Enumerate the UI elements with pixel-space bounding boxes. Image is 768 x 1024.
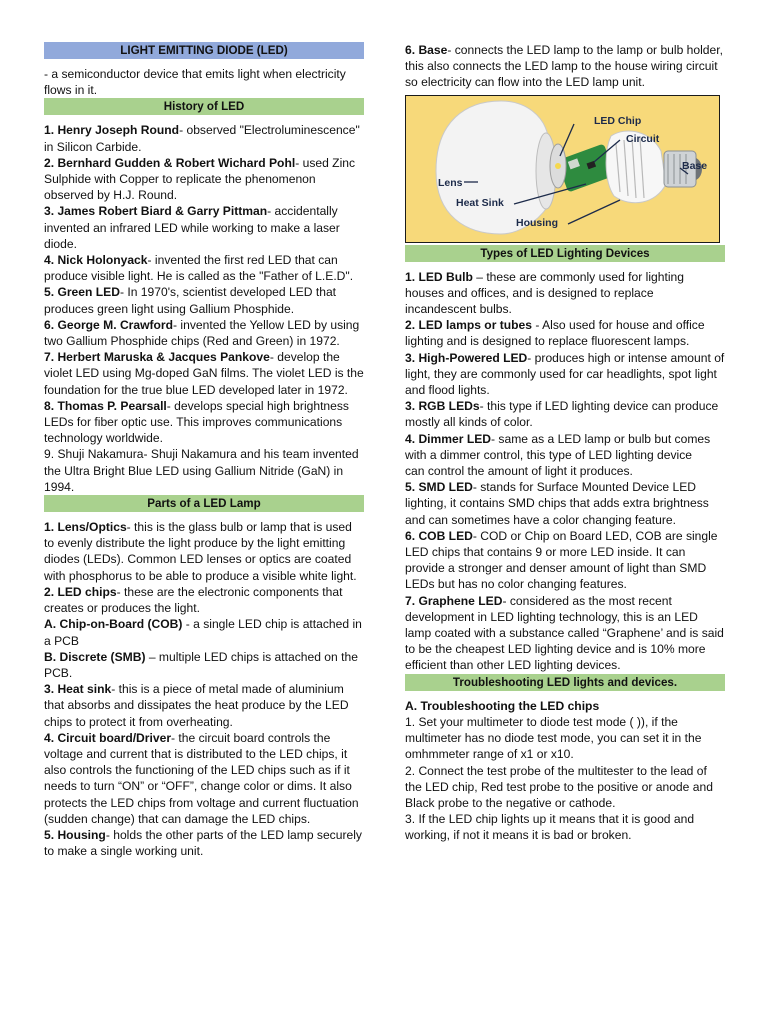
history-item: 8. Thomas P. Pearsall- develops special high brightness LEDs for fiber optic use. This improves communications technology worldwide. [44, 398, 349, 446]
parts-item: A. Chip-on-Board (COB) - a single LED chip is attached in a PCB [44, 617, 362, 648]
history-item: 7. Herbert Maruska & Jacques Pankove- develop the violet LED using Mg-doped GaN films. The violet LED is the foundation for the true blue LED developed later in 1972. [44, 350, 364, 397]
document-title: LIGHT EMITTING DIODE (LED) [44, 42, 364, 59]
types-item: 7. Graphene LED- considered as the most recent development in LED lighting technology, this is an LED lamp coated with a substance called “Graphene’ and is said to be the cheapest LED lighting device and is 10% more efficient than other LED lighting devices. [405, 593, 724, 673]
led-bulb-diagram [405, 95, 720, 243]
history-heading: History of LED [44, 98, 364, 115]
types-item: 1. LED Bulb – these are commonly used for lighting houses and offices, and is designed to replace incandescent bulbs. [405, 269, 684, 317]
history-item: 4. Nick Holonyack- invented the first red LED that can produce visible light. He is called as the "Father of L.E.D". [44, 253, 354, 284]
history-item: 3. James Robert Biard & Garry Pittman- accidentally invented an infrared LED while working to make a laser diode. [44, 204, 340, 251]
label-base: Base [682, 159, 708, 172]
troubleshooting-subheading: A. Troubleshooting the LED chips [405, 698, 600, 713]
history-item: 6. George M. Crawford- invented the Yellow LED by using two Gallium Phosphide chips (Red and Green) in 1972. [44, 317, 360, 349]
label-housing: Housing [516, 216, 558, 229]
parts-item: 3. Heat sink- this is a piece of metal made of aluminium that absorbs and dissipates the heat produce by the LED chips to protect it from overheating. [44, 682, 349, 729]
troubleshooting-steps [405, 714, 725, 844]
types-item: 6. COB LED- COD or Chip on Board LED, COB are single LED chips that contains 9 or more LED inside. It can provide a stronger and denser amount of light than SMD LEDs but has no color changing features. [405, 528, 718, 592]
parts-item: 4. Circuit board/Driver- the circuit board controls the voltage and current that is distributed to the LED chips, it also controls the functioning of the LED chips such as if it needs to turn “ON” or “OFF”, change color or dims. It also protects the LED chips from voltage and current fluctuation (sudden change) that can damage the LED chips. [44, 730, 359, 826]
led-definition: - a semiconductor device that emits light when electricity flows in it. [44, 67, 346, 98]
led-chip [555, 163, 561, 169]
types-heading: Types of LED Lighting Devices [405, 245, 725, 262]
types-item: can control the amount of light it produces. [405, 464, 633, 479]
left-column [44, 42, 364, 859]
types-item: 2. LED lamps or tubes - Also used for house and office lighting and is designed to replace fluorescent lamps. [405, 318, 705, 349]
parts-item: 5. Housing- holds the other parts of the LED lamp securely to make a single working unit. [44, 827, 362, 859]
types-item: 5. SMD LED- stands for Surface Mounted Device LED lighting, it contains SMD chips that adds extra brightness and can sometimes have a color changing feature. [405, 480, 709, 527]
types-item: 3. RGB LEDs- this type if LED lighting device can produce mostly all kinds of color. [405, 399, 719, 430]
label-led-chip: LED Chip [594, 114, 642, 127]
types-list [405, 269, 725, 674]
label-heat-sink: Heat Sink [456, 196, 504, 209]
parts-heading: Parts of a LED Lamp [44, 495, 364, 512]
types-item: 4. Dimmer LED- same as a LED lamp or bulb but comes with a dimmer control, this type of LED lighting device [405, 431, 711, 462]
troubleshooting-step: 1. Set your multimeter to diode test mode ( )), if the multimeter has no diode test mode, you can set it in the omhmmeter range of x1 or x10. [405, 714, 702, 762]
types-item: 3. High-Powered LED- produces high or intense amount of light, they are commonly used for car headlights, spot light and flood lights. [405, 350, 725, 398]
label-circuit: Circuit [626, 132, 660, 145]
history-item: 1. Henry Joseph Round- observed "Electroluminescence" in Silicon Carbide. [44, 123, 360, 154]
history-list [44, 122, 364, 495]
lens-dome [436, 101, 548, 234]
history-item: 5. Green LED- In 1970's, scientist developed LED that produces green light using Gallium Phosphide. [44, 285, 337, 316]
troubleshooting-step: 2. Connect the test probe of the multitester to the lead of the LED chip, Red test probe to the positive or anode and Black probe to the negative or cathode. [405, 763, 713, 810]
parts-item-base: 6. Base- connects the LED lamp to the lamp or bulb holder, this also connects the LED lamp to the house wiring circuit so electricity can flow into the LED lamp unit. [405, 43, 723, 90]
parts-item: 1. Lens/Optics- this is the glass bulb or lamp that is used to evenly distribute the light produce by the light emitting diodes (LEDs). Common LED lenses or optics are coated with phosphorus to be able to produce a visible white light. [44, 520, 357, 583]
troubleshooting-step: 3. If the LED chip lights up it means that it is good and working, if not it means it is bad or broken. [405, 812, 695, 843]
parts-list [44, 519, 364, 859]
right-column [405, 42, 725, 844]
parts-item: 2. LED chips- these are the electronic components that creates or produces the light. [44, 584, 343, 616]
history-item: 9. Shuji Nakamura- Shuji Nakamura and his team invented the Ultra Bright Blue LED using Gallium Nitride (GaN) in 1994. [44, 447, 359, 494]
parts-item: B. Discrete (SMB) – multiple LED chips is attached on the PCB. [44, 649, 358, 680]
history-item: 2. Bernhard Gudden & Robert Wichard Pohl- used Zinc Sulphide with Copper to replicate the phenomenon observed by H.J. Round. [44, 155, 356, 203]
troubleshooting-heading: Troubleshooting LED lights and devices. [405, 674, 725, 691]
label-lens: Lens [438, 176, 463, 189]
